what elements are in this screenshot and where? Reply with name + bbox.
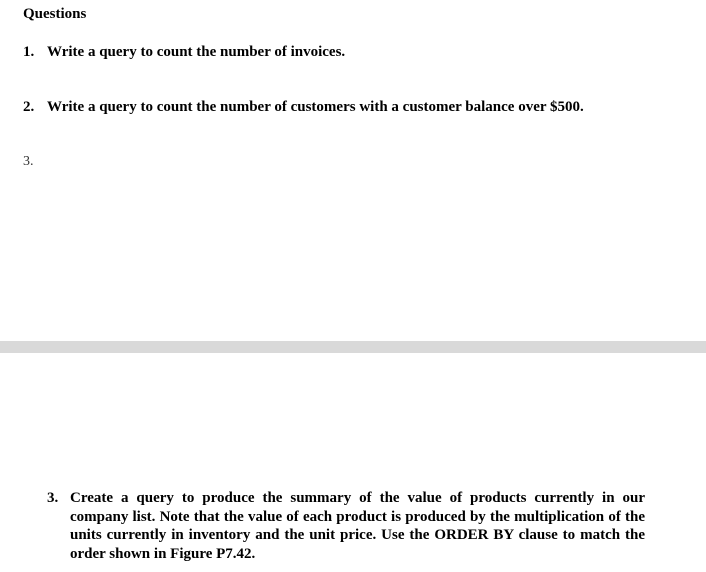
question-3-text: Create a query to produce the summary of the value of products currently in our company list. Note that the value of each product is produced by the multiplication of the units currently in inventory and the unit price. Use the ORDER BY clause to match the order shown in Figure P7.42. [70,490,645,562]
question-2-text: Write a query to count the number of customers with a customer balance over $500. [47,99,584,115]
question-3-placeholder-number: 3. [23,154,34,169]
question-3 [47,489,645,563]
question-1-text: Write a query to count the number of invoices. [47,44,346,60]
question-2-number: 2. [23,99,35,115]
questions-heading: Questions [23,6,87,22]
question-3-number: 3. [47,490,59,506]
page-break [0,341,706,353]
question-1-number: 1. [23,44,35,60]
